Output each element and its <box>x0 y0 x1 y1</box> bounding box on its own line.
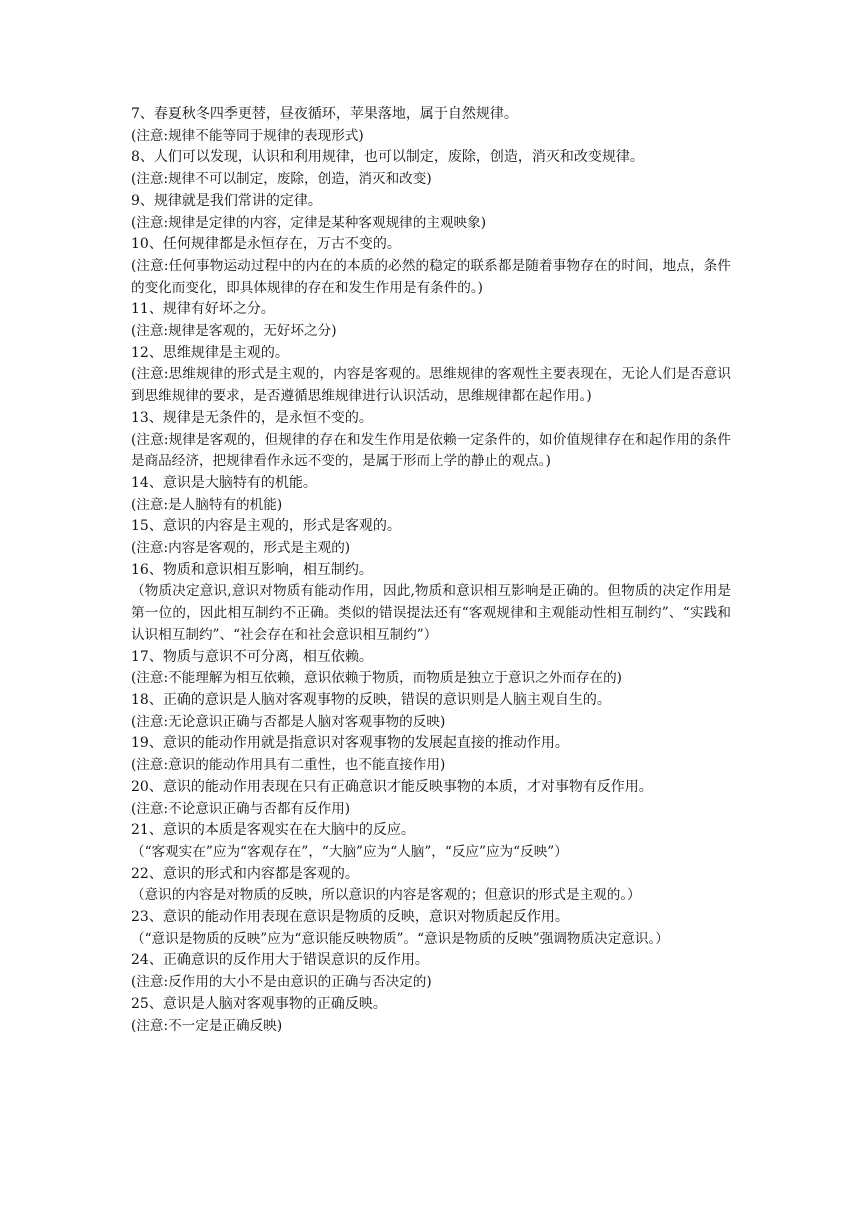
note-8: (注意:规律不可以制定，废除，创造，消灭和改变) <box>131 171 432 188</box>
note-15: (注意:内容是客观的，形式是主观的) <box>131 540 351 557</box>
statement-25: 25、意识是人脑对客观事物的正确反映。 <box>131 995 387 1012</box>
statement-15: 15、意识的内容是主观的，形式是客观的。 <box>131 518 401 535</box>
note-17: (注意:不能理解为相互依赖，意识依赖于物质，而物质是独立于意识之外而存在的) <box>131 670 622 687</box>
note-11: (注意:规律是客观的，无好坏之分) <box>131 323 337 340</box>
note-20: (注意:不论意识正确与否都有反作用) <box>131 800 351 817</box>
note-14: (注意:是人脑特有的机能) <box>131 496 283 513</box>
statement-24: 24、正确意识的反作用大于错误意识的反作用。 <box>131 952 429 969</box>
statement-23: 23、意识的能动作用表现在意识是物质的反映，意识对物质起反作用。 <box>131 909 569 926</box>
statement-13: 13、规律是无条件的，是永恒不变的。 <box>131 409 373 426</box>
statement-11: 11、规律有好坏之分。 <box>131 301 275 318</box>
note-12: (注意:思维规律的形式是主观的，内容是客观的。思维规律的客观性主要表现在，无论人们是否意识到思维规律的要求，是否遵循思维规律进行认识活动，思维规律都在起作用。) <box>131 366 731 405</box>
note-24: (注意:反作用的大小不是由意识的正确与否决定的) <box>131 974 432 991</box>
statement-7: 7、春夏秋冬四季更替，昼夜循环，苹果落地，属于自然规律。 <box>131 106 518 122</box>
note-18: (注意:无论意识正确与否都是人脑对客观事物的反映) <box>131 713 446 730</box>
statement-18: 18、正确的意识是人脑对客观事物的反映，错误的意识则是人脑主观自生的。 <box>131 691 611 708</box>
note-10: (注意:任何事物运动过程中的内在的本质的必然的稳定的联系都是随着事物存在的时间，地点，条件的变化而变化，即具体规律的存在和发生作用是有条件的。) <box>131 257 731 296</box>
statement-10: 10、任何规律都是永恒存在，万古不变的。 <box>131 236 401 253</box>
statement-17: 17、物质与意识不可分离，相互依赖。 <box>131 648 373 665</box>
note-25: (注意:不一定是正确反映) <box>131 1017 283 1034</box>
statement-8: 8、人们可以发现，认识和利用规律，也可以制定，废除，创造，消灭和改变规律。 <box>131 149 644 166</box>
statement-14: 14、意识是大脑特有的机能。 <box>131 474 317 491</box>
statement-9: 9、规律就是我们常讲的定律。 <box>131 192 322 209</box>
note-22: （意识的内容是对物质的反映，所以意识的内容是客观的；但意识的形式是主观的。） <box>131 887 641 904</box>
note-23: （“意识是物质的反映”应为“意识能反映物质”。“意识是物质的反映”强调物质决定意识。） <box>131 930 669 947</box>
statement-12: 12、思维规律是主观的。 <box>131 344 289 361</box>
note-7: (注意:规律不能等同于规律的表现形式) <box>131 127 364 144</box>
note-19: (注意:意识的能动作用具有二重性，也不能直接作用) <box>131 757 446 774</box>
document-body <box>131 104 731 1037</box>
statement-16: 16、物质和意识相互影响，相互制约。 <box>131 561 373 578</box>
statement-19: 19、意识的能动作用就是指意识对客观事物的发展起直接的推动作用。 <box>131 735 569 752</box>
note-9: (注意:规律是定律的内容，定律是某种客观规律的主观映象) <box>131 214 487 231</box>
statement-22: 22、意识的形式和内容都是客观的。 <box>131 865 359 882</box>
note-16: （物质决定意识,意识对物质有能动作用，因此,物质和意识相互影响是正确的。但物质的决定作用是第一位的，因此相互制约不正确。类似的错误提法还有“客观规律和主观能动性相互制约”、“实践和认识相互制约”、“社会存在和社会意识相互制约”） <box>131 583 731 643</box>
statement-20: 20、意识的能动作用表现在只有正确意识才能反映事物的本质，才对事物有反作用。 <box>131 778 653 795</box>
note-21: （“客观实在”应为“客观存在”，“大脑”应为“人脑”，“反应”应为“反映”） <box>131 843 568 860</box>
note-13: (注意:规律是客观的，但规律的存在和发生作用是依赖一定条件的，如价值规律存在和起作用的条件是商品经济，把规律看作永远不变的，是属于形而上学的静止的观点。) <box>131 431 731 470</box>
statement-21: 21、意识的本质是客观实在在大脑中的反应。 <box>131 822 415 839</box>
